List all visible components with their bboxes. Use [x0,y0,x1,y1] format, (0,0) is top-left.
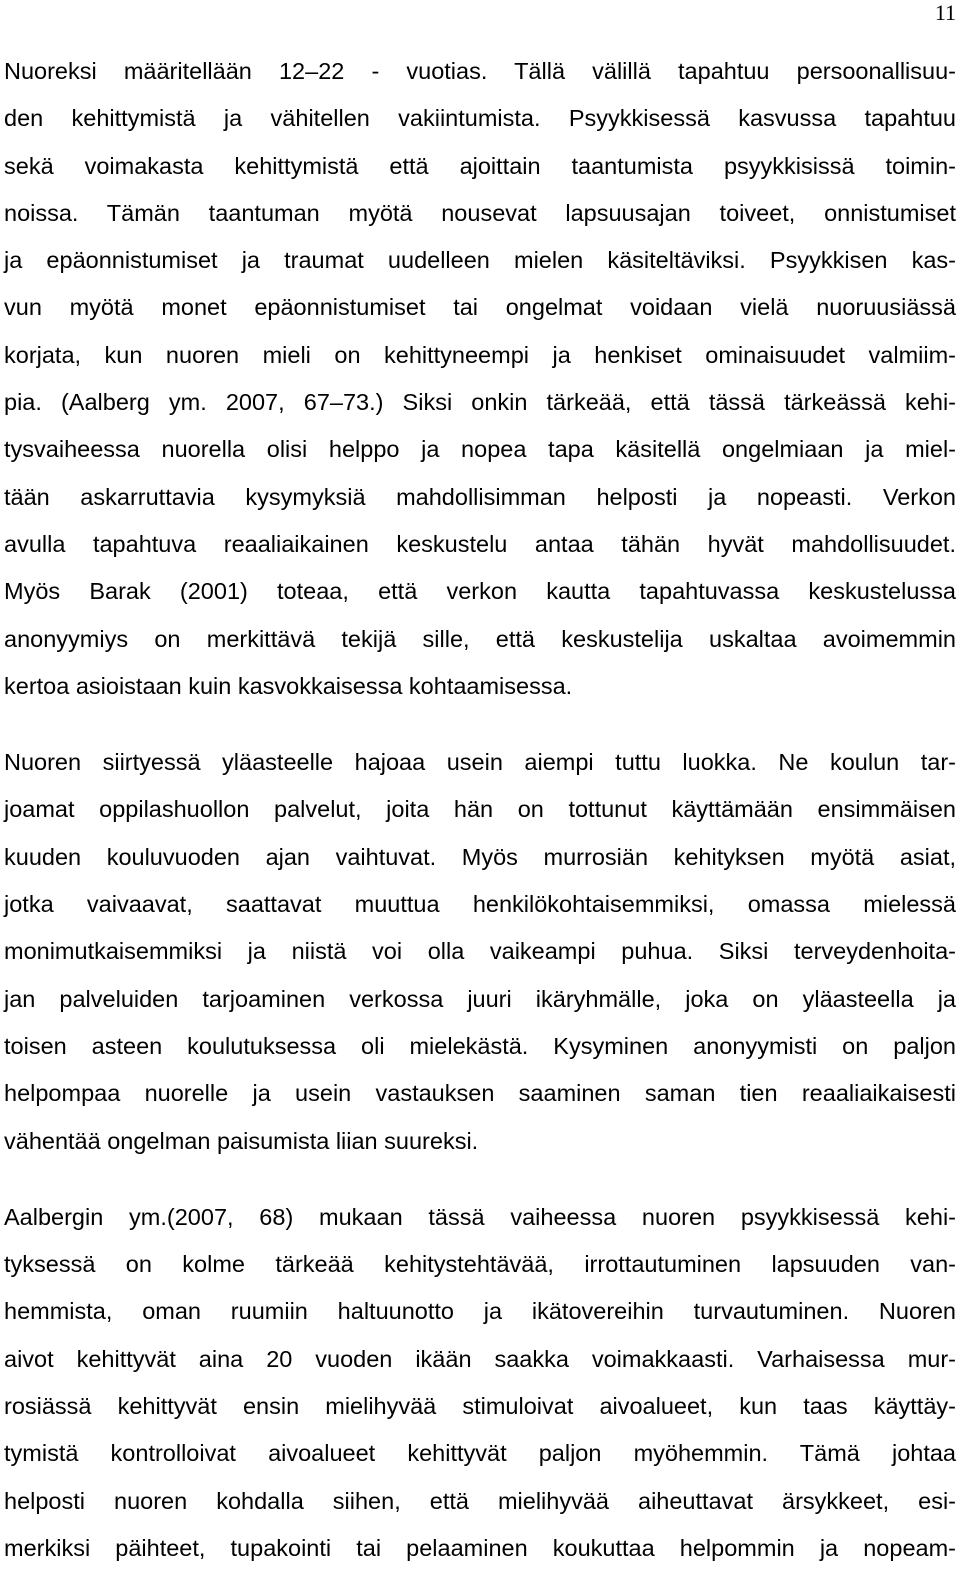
text-line: tään askarruttavia kysymyksiä mahdollisimman helposti ja nopeasti. Verkon [4,483,956,510]
text-line: rosiässä kehittyvät ensin mielihyvää stimuloivat aivoalueet, kun taas käyttäy- [4,1393,956,1420]
paragraph-3 [4,1194,956,1572]
text-line: tyksessä on kolme tärkeää kehitystehtävää, irrottautuminen lapsuuden van- [4,1251,956,1278]
paragraph-spacer [4,710,956,739]
text-line: avulla tapahtuva reaaliaikainen keskustelu antaa tähän hyvät mahdollisuudet. [4,530,956,557]
paragraph-spacer [4,1165,956,1194]
text-line: toisen asteen koulutuksessa oli mielekästä. Kysyminen anonyymisti on paljon [4,1032,956,1059]
text-line: den kehittymistä ja vähitellen vakiintumista. Psyykkisessä kasvussa tapahtuu [4,105,956,132]
text-line: jan palveluiden tarjoaminen verkossa juuri ikäryhmälle, joka on yläasteella ja [4,985,956,1012]
text-line: kertoa asioistaan kuin kasvokkaisessa kohtaamisessa. [4,672,573,699]
document-body [4,48,956,1572]
text-line: Myös Barak (2001) toteaa, että verkon kautta tapahtuvassa keskustelussa [4,578,956,605]
text-line: hemmista, oman ruumiin haltuunotto ja ikätovereihin turvautuminen. Nuoren [4,1298,956,1325]
text-line: pia. (Aalberg ym. 2007, 67–73.) Siksi onkin tärkeää, että tässä tärkeässä kehi- [4,389,956,416]
text-line: Nuoren siirtyessä yläasteelle hajoaa usein aiempi tuttu luokka. Ne koulun tar- [4,749,956,776]
text-line: anonyymiys on merkittävä tekijä sille, että keskustelija uskaltaa avoimemmin [4,625,956,652]
text-line: noissa. Tämän taantuman myötä nousevat lapsuusajan toiveet, onnistumiset [4,199,956,226]
text-line: Aalbergin ym.(2007, 68) mukaan tässä vaiheessa nuoren psyykkisessä kehi- [4,1203,956,1230]
text-line: helposti nuoren kohdalla siihen, että mielihyvää aiheuttavat ärsykkeet, esi- [4,1487,956,1514]
text-line: vun myötä monet epäonnistumiset tai ongelmat voidaan vielä nuoruusiässä [4,294,956,321]
paragraph-2 [4,739,956,1165]
text-line: vähentää ongelman paisumista liian suureksi. [4,1127,479,1154]
text-line: tymistä kontrolloivat aivoalueet kehittyvät paljon myöhemmin. Tämä johtaa [4,1440,956,1467]
text-line: monimutkaisemmiksi ja niistä voi olla vaikeampi puhua. Siksi terveydenhoita- [4,938,956,965]
text-line: sekä voimakasta kehittymistä että ajoittain taantumista psyykkisissä toimin- [4,152,956,179]
text-line: jotka vaivaavat, saattavat muuttua henkilökohtaisemmiksi, omassa mielessä [4,891,956,918]
text-line: helpompaa nuorelle ja usein vastauksen saaminen saman tien reaaliaikaisesti [4,1080,956,1107]
text-line: korjata, kun nuoren mieli on kehittyneempi ja henkiset ominaisuudet valmiim- [4,341,956,368]
text-line: merkiksi päihteet, tupakointi tai pelaaminen koukuttaa helpommin ja nopeam- [4,1534,956,1561]
text-line: tysvaiheessa nuorella olisi helppo ja nopea tapa käsitellä ongelmiaan ja miel- [4,436,956,463]
text-line: aivot kehittyvät aina 20 vuoden ikään saakka voimakkaasti. Varhaisessa mur- [4,1345,956,1372]
text-line: kuuden kouluvuoden ajan vaihtuvat. Myös murrosiän kehityksen myötä asiat, [4,843,956,870]
text-line: ja epäonnistumiset ja traumat uudelleen mielen käsiteltäviksi. Psyykkisen kas- [4,247,956,274]
page-number: 11 [934,0,956,25]
text-line: joamat oppilashuollon palvelut, joita hän on tottunut käyttämään ensimmäisen [4,796,956,823]
text-line: Nuoreksi määritellään 12–22 - vuotias. Tällä välillä tapahtuu persoonallisuu- [4,58,956,84]
paragraph-1 [4,48,956,710]
